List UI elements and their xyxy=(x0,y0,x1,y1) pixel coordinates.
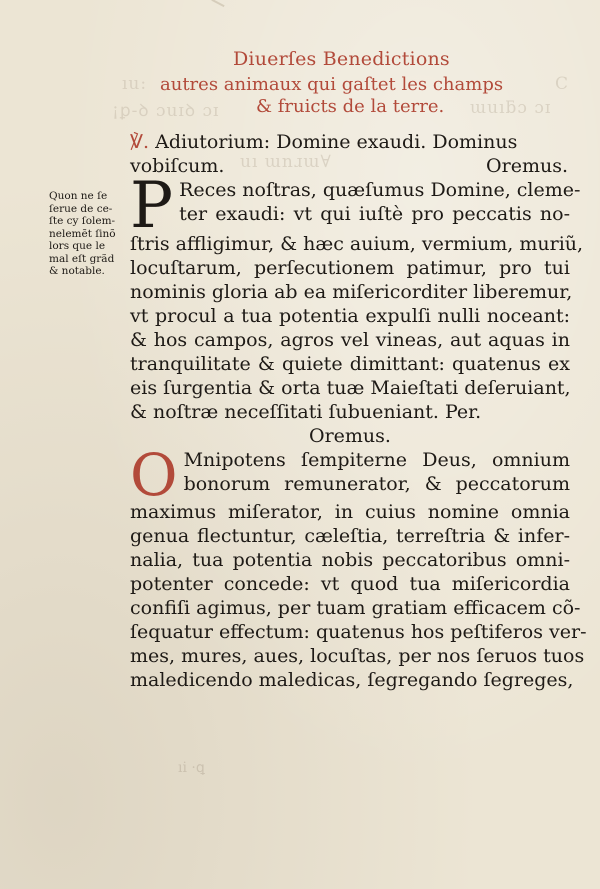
bleed-through-right-1: C xyxy=(555,74,570,94)
margin-note-line: & notable. xyxy=(49,265,105,277)
bleed-through-footer: ıi ·ꝗ xyxy=(178,760,205,776)
prayer-line: ſtris affligimur, & hæc auium, vermium, muriũ, xyxy=(130,233,584,255)
versicle-line-2 xyxy=(130,154,570,178)
prayer-1 xyxy=(130,169,584,424)
margin-note-line: lors que le xyxy=(49,240,106,252)
prayer-line: Mnipotens ſempiterne Deus, omnium xyxy=(183,449,570,471)
bleed-through-right-2: ɯuıƃɔ ɔɪ xyxy=(470,98,552,118)
versicle-line-1 xyxy=(130,130,570,154)
margin-note-line: ſte cy ſolem- xyxy=(49,215,116,227)
prayer-line: ſequatur effectum: quatenus hos peſtiferos ver- xyxy=(130,621,587,643)
oremus-heading-1: Oremus. xyxy=(486,155,568,177)
margin-note-line: mal eſt grãd xyxy=(49,252,115,265)
versicle xyxy=(130,130,570,178)
bleed-through-left-2: ¡ꝑ-ꝺ ɔuɪꝺ ɔɪ xyxy=(112,101,220,121)
bleed-through-middle: uı ɯnɹɯ∀ xyxy=(240,152,332,172)
page-corner-mark xyxy=(211,0,224,7)
drop-cap-o: O xyxy=(130,441,178,509)
rubric-line-1: autres animaux qui gaſtet les champs xyxy=(160,74,504,95)
prayer-line: & noſtræ neceſſitati ſubueniant. Per. xyxy=(130,401,482,423)
prayer-line: potenter concede: vt quod tua miſericordia xyxy=(130,573,570,595)
prayer-2 xyxy=(130,441,587,692)
margin-note-line: Quon ne ſe xyxy=(49,190,108,202)
prayer-line: nominis gloria ab ea miſericorditer liberemur, xyxy=(130,281,573,303)
versicle-text-2: vobiſcum. xyxy=(130,155,225,177)
versicle-text: Adiutorium: Domine exaudi. Dominus xyxy=(155,131,518,153)
rubric-heading xyxy=(160,74,503,118)
prayer-line: genua flectuntur, cæleſtia, terreſtria & infer- xyxy=(130,525,570,547)
prayer-line: bonorum remunerator, & peccatorum xyxy=(183,473,570,495)
prayer-line: nalia, tua potentia nobis peccatoribus omni- xyxy=(130,549,570,571)
prayer-line: & hos campos, agros vel vineas, aut aquas in xyxy=(130,329,570,351)
drop-cap-p: P xyxy=(130,169,174,243)
prayer-line: maledicendo maledicas, ſegregando ſegreges, xyxy=(130,669,574,691)
rubric-line-2: & fruicts de la terre. xyxy=(256,96,445,117)
page-header-title: Diuerſes Benedictions xyxy=(233,48,450,70)
prayer-line: maximus miſerator, in cuius nomine omnia xyxy=(130,501,570,523)
bleed-through-left-1: ıu: xyxy=(122,74,148,94)
prayer-line: ter exaudi: vt qui iuſtè pro peccatis no- xyxy=(179,203,570,225)
prayer-line: tranquilitate & quiete dimittant: quatenus ex xyxy=(130,353,570,375)
prayer-line: vt procul a tua potentia expulſi nulli noceant: xyxy=(130,305,570,327)
prayer-line: Reces noſtras, quæſumus Domine, cleme- xyxy=(179,179,581,201)
margin-note-line: nelemẽt ſinõ xyxy=(49,227,116,240)
margin-note-line: ſerue de ce- xyxy=(49,202,113,215)
margin-note xyxy=(49,190,127,278)
versicle-mark: ℣. xyxy=(130,131,150,153)
prayer-line: locuſtarum, perſecutionem patimur, pro tui xyxy=(130,257,570,279)
prayer-line: mes, mures, aues, locuſtas, per nos ſeruos tuos xyxy=(130,645,585,667)
prayer-line: eis ſurgentia & orta tuæ Maieſtati deſeruiant, xyxy=(130,377,571,399)
prayer-line: confiſi agimus, per tuam gratiam efficacem cõ- xyxy=(130,597,581,619)
oremus-heading-2: Oremus. xyxy=(309,425,391,447)
body-text xyxy=(130,130,587,692)
